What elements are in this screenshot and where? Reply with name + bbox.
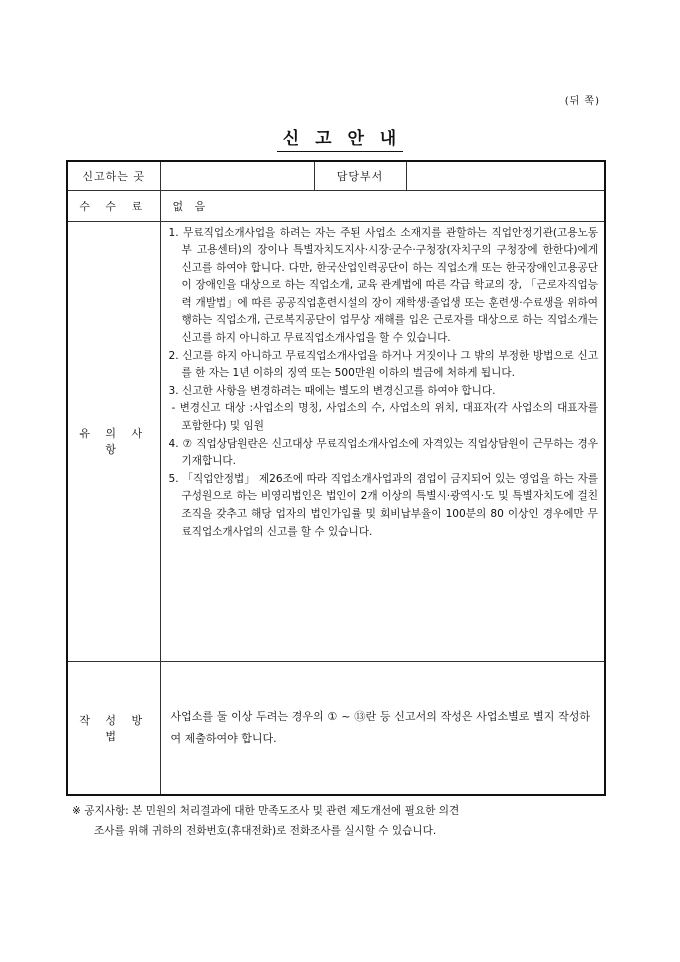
note-item-2: 2. 신고를 하지 아니하고 무료직업소개사업을 하거나 거짓이나 그 밖의 부정한 방법으로 신고를 한 자는 1년 이하의 징역 또는 500만원 이하의 벌금에 처하게 됩니다. bbox=[168, 349, 598, 380]
notes-content bbox=[160, 221, 605, 661]
notice-table bbox=[66, 160, 606, 796]
notes-label: 유 의 사 항 bbox=[67, 221, 160, 661]
back-side-note: (뒤 쪽) bbox=[564, 96, 600, 107]
footer-line-1: ※ 공지사항: 본 민원의 처리결과에 대한 만족도조사 및 관련 제도개선에 필요한 의견 bbox=[72, 805, 460, 817]
note-item-1: 1. 무료직업소개사업을 하려는 자는 주된 사업소 소재지를 관할하는 직업안정기관(고용노동부 고용센터)의 장이나 특별자치도지사·시장·군수·구청장(자치구의 구청장에 한한다)에게 신고를 하여야 합니다. 다만, 한국산업인력공단이 하는 직업소개 또는 한국장애인고용공단이 장애인을 대상으로 하는 직업소개, 교육 관계법에 따른 각급 학교의 장, 「근로자직업능력 개발법」에 따른 공공직업훈련시설의 장이 재학생·졸업생 또는 훈련생·수료생을 위하여 행하는 직업소개, 근로복지공단이 업무상 재해를 입은 근로자를 대상으로 하는 직업소개는 신고를 하지 아니하고 무료직업소개사업을 할 수 있습니다. bbox=[168, 226, 598, 345]
note-item-3: 3. 신고한 사항을 변경하려는 때에는 별도의 변경신고를 하여야 합니다. bbox=[168, 384, 496, 397]
department-label: 담당부서 bbox=[314, 161, 406, 190]
office-label: 신고하는 곳 bbox=[67, 161, 160, 190]
method-text: 사업소를 둘 이상 두려는 경우의 ① ~ ⑬란 등 신고서의 작성은 사업소별로 별지 작성하여 제출하여야 합니다. bbox=[160, 661, 605, 795]
office-value bbox=[160, 161, 314, 190]
note-item-3-detail: - 변경신고 대상 :사업소의 명칭, 사업소의 수, 사업소의 위치, 대표자(각 사업소의 대표자를 포함한다) 및 임원 bbox=[171, 402, 598, 433]
page-title-text: 신 고 안 내 bbox=[277, 129, 403, 152]
page-title bbox=[0, 124, 680, 149]
fee-value: 없 음 bbox=[160, 190, 605, 221]
notice-footer bbox=[72, 801, 592, 841]
note-item-4: 4. ⑦ 직업상담원란은 신고대상 무료직업소개사업소에 자격있는 직업상담원이 근무하는 경우 기재합니다. bbox=[168, 437, 598, 468]
department-value bbox=[406, 161, 605, 190]
fee-label: 수 수 료 bbox=[67, 190, 160, 221]
method-label: 작 성 방 법 bbox=[67, 661, 160, 795]
footer-line-2: 조사를 위해 귀하의 전화번호(휴대전화)로 전화조사를 실시할 수 있습니다. bbox=[94, 825, 437, 837]
note-item-5: 5. 「직업안정법」 제26조에 따라 직업소개사업과의 겸업이 금지되어 있는 영업을 하는 자를 구성원으로 하는 비영리법인은 법인이 2개 이상의 특별시·광역시·도 및 특별자치도에 걸친 조직을 갖추고 해당 업자의 법인가입률 및 회비납부율이 100분의 80 이상인 경우에만 무료직업소개사업의 신고를 할 수 있습니다. bbox=[168, 472, 598, 538]
